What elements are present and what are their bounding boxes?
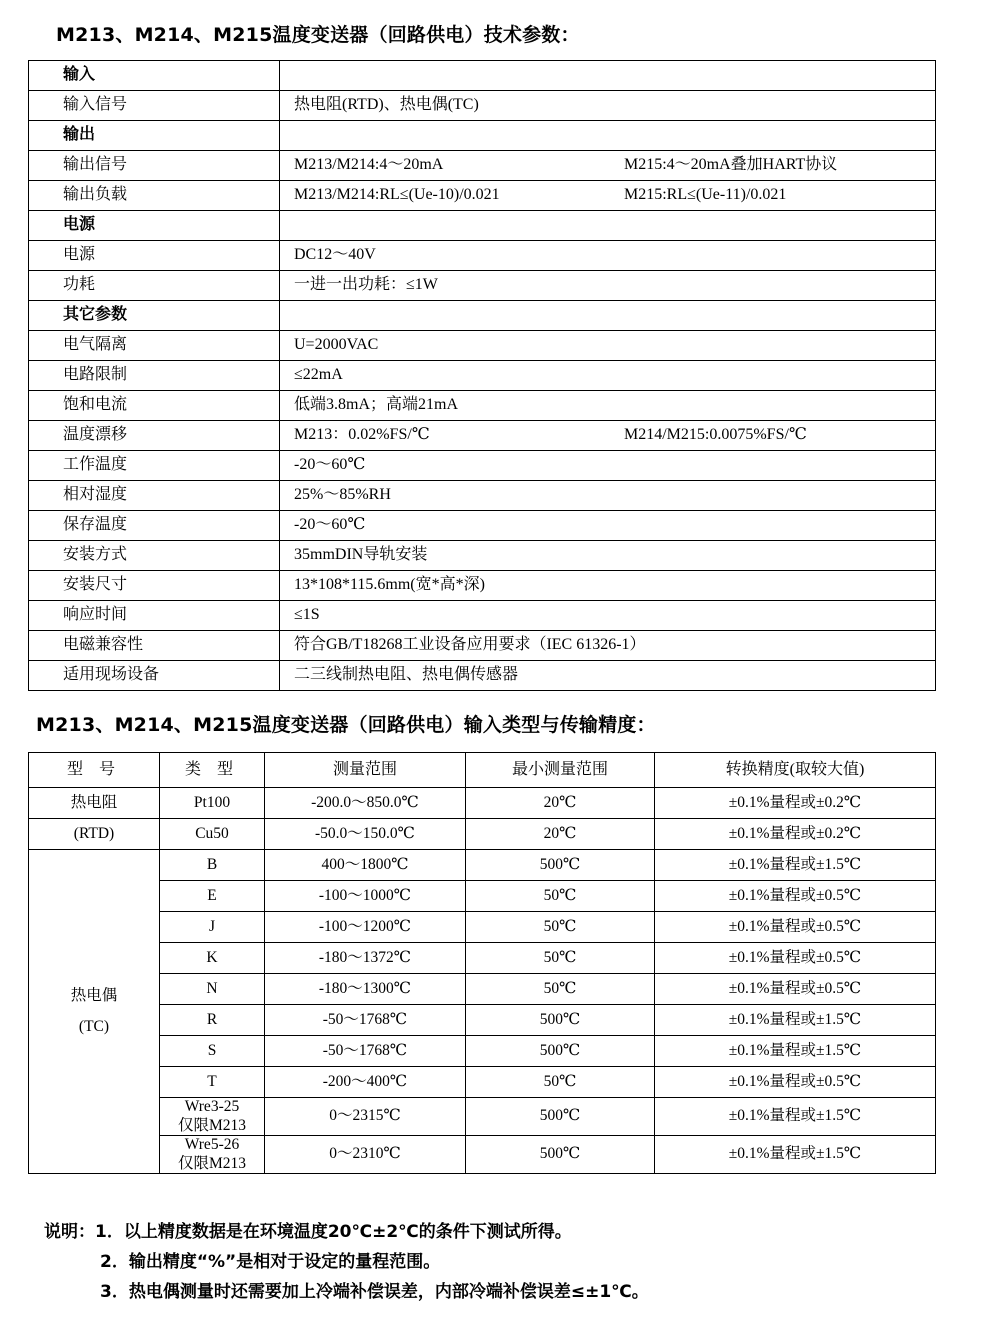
measure-range: -180～1300℃ <box>265 974 466 1005</box>
spec-label: 适用现场设备 <box>29 661 280 691</box>
spec-label: 电气隔离 <box>29 331 280 361</box>
table-row <box>29 421 936 451</box>
table-row <box>29 1036 936 1067</box>
table-row <box>29 1005 936 1036</box>
measure-range: 0～2315℃ <box>265 1098 466 1136</box>
spec-value: 35mmDIN导轨安装 <box>280 541 936 571</box>
column-header-model: 型 号 <box>29 753 160 788</box>
spec-section-title: M213、M214、M215温度变送器（回路供电）技术参数： <box>56 24 580 46</box>
spec-label: 安装尺寸 <box>29 571 280 601</box>
spec-label: 保存温度 <box>29 511 280 541</box>
column-header-accuracy: 转换精度(取较大值) <box>655 753 936 788</box>
spec-value: ≤22mA <box>280 361 936 391</box>
sensor-type: Pt100 <box>160 788 265 819</box>
table-row <box>29 1136 936 1174</box>
column-header-type: 类 型 <box>160 753 265 788</box>
spec-label: 电源 <box>29 211 280 241</box>
min-range: 50℃ <box>466 912 655 943</box>
group-label-rtd-line1: 热电阻 <box>29 788 160 819</box>
table-row <box>29 511 936 541</box>
input-section-title: M213、M214、M215温度变送器（回路供电）输入类型与传输精度： <box>36 714 656 736</box>
note-line-1: 说明：1．以上精度数据是在环境温度20℃±2℃的条件下测试所得。 <box>44 1222 572 1242</box>
spec-label: 相对湿度 <box>29 481 280 511</box>
spec-value-secondary: M214/M215:0.0075%FS/℃ <box>624 426 807 444</box>
measure-range: -50～1768℃ <box>265 1036 466 1067</box>
sensor-type: Cu50 <box>160 819 265 850</box>
sensor-type: E <box>160 881 265 912</box>
spec-value-secondary: M215:RL≤(Ue-11)/0.021 <box>624 186 787 204</box>
spec-label: 温度漂移 <box>29 421 280 451</box>
sensor-type: R <box>160 1005 265 1036</box>
spec-value <box>280 61 936 91</box>
spec-label: 输入 <box>29 61 280 91</box>
min-range: 500℃ <box>466 1036 655 1067</box>
column-header-range: 测量范围 <box>265 753 466 788</box>
spec-value <box>280 121 936 151</box>
specifications-table <box>28 60 936 691</box>
spec-value: 二三线制热电阻、热电偶传感器 <box>280 661 936 691</box>
measure-range: -50～1768℃ <box>265 1005 466 1036</box>
spec-label: 电磁兼容性 <box>29 631 280 661</box>
spec-value <box>280 151 936 181</box>
min-range: 50℃ <box>466 943 655 974</box>
note-line-3: 3．热电偶测量时还需要加上冷端补偿误差，内部冷端补偿误差≤±1℃。 <box>100 1281 649 1302</box>
input-types-table <box>28 752 936 1174</box>
measure-range: -100～1000℃ <box>265 881 466 912</box>
spec-value: 热电阻(RTD)、热电偶(TC) <box>280 91 936 121</box>
group-label-tc-line1: 热电偶 <box>70 986 118 1004</box>
min-range: 50℃ <box>466 881 655 912</box>
spec-label: 输出 <box>29 121 280 151</box>
accuracy: ±0.1%量程或±1.5℃ <box>655 1036 936 1067</box>
table-row <box>29 1067 936 1098</box>
table-row <box>29 819 936 850</box>
spec-label: 功耗 <box>29 271 280 301</box>
min-range: 500℃ <box>466 1136 655 1174</box>
accuracy: ±0.1%量程或±0.2℃ <box>655 819 936 850</box>
column-header-min-range: 最小测量范围 <box>466 753 655 788</box>
min-range: 500℃ <box>466 1005 655 1036</box>
spec-label: 电源 <box>29 241 280 271</box>
min-range: 20℃ <box>466 819 655 850</box>
group-label-rtd-line2: (RTD) <box>29 819 160 850</box>
spec-label: 安装方式 <box>29 541 280 571</box>
table-row <box>29 943 936 974</box>
accuracy: ±0.1%量程或±0.5℃ <box>655 881 936 912</box>
notes-block <box>44 1218 954 1307</box>
spec-value: DC12～40V <box>280 241 936 271</box>
table-row <box>29 912 936 943</box>
accuracy: ±0.1%量程或±1.5℃ <box>655 1136 936 1174</box>
sensor-type-name: Wre5-26 <box>184 1136 240 1154</box>
spec-value: U=2000VAC <box>280 331 936 361</box>
spec-value: 符合GB/T18268工业设备应用要求（IEC 61326-1） <box>280 631 936 661</box>
table-row <box>29 151 936 181</box>
sensor-type: T <box>160 1067 265 1098</box>
sensor-type: J <box>160 912 265 943</box>
spec-value <box>280 181 936 211</box>
sensor-type <box>160 1098 265 1136</box>
sensor-type-name: Wre3-25 <box>184 1098 240 1115</box>
measure-range: 400～1800℃ <box>265 850 466 881</box>
table-row <box>29 601 936 631</box>
spec-value <box>280 421 936 451</box>
table-row <box>29 850 936 881</box>
min-range: 500℃ <box>466 850 655 881</box>
spec-value: ≤1S <box>280 601 936 631</box>
table-row <box>29 541 936 571</box>
table-row <box>29 91 936 121</box>
table-row <box>29 451 936 481</box>
table-row <box>29 571 936 601</box>
spec-label: 输入信号 <box>29 91 280 121</box>
sensor-type-note: 仅限M213 <box>177 1154 247 1172</box>
accuracy: ±0.1%量程或±1.5℃ <box>655 1098 936 1136</box>
sensor-type: S <box>160 1036 265 1067</box>
spec-label: 响应时间 <box>29 601 280 631</box>
note-line-2: 2．输出精度“%”是相对于设定的量程范围。 <box>100 1251 441 1272</box>
table-row <box>29 391 936 421</box>
accuracy: ±0.1%量程或±0.5℃ <box>655 943 936 974</box>
table-row <box>29 361 936 391</box>
accuracy: ±0.1%量程或±1.5℃ <box>655 850 936 881</box>
group-label-tc-line2: (TC) <box>78 1017 110 1035</box>
accuracy: ±0.1%量程或±0.5℃ <box>655 1067 936 1098</box>
table-row <box>29 121 936 151</box>
spec-value: 低端3.8mA；高端21mA <box>280 391 936 421</box>
accuracy: ±0.1%量程或±0.2℃ <box>655 788 936 819</box>
spec-value-primary: M213/M214:4～20mA <box>294 156 444 174</box>
table-row <box>29 974 936 1005</box>
min-range: 50℃ <box>466 974 655 1005</box>
table-row <box>29 481 936 511</box>
sensor-type <box>160 1136 265 1174</box>
group-label-tc <box>29 850 160 1174</box>
spec-value: -20～60℃ <box>280 451 936 481</box>
measure-range: -200.0～850.0℃ <box>265 788 466 819</box>
accuracy: ±0.1%量程或±0.5℃ <box>655 912 936 943</box>
table-row <box>29 631 936 661</box>
accuracy: ±0.1%量程或±0.5℃ <box>655 974 936 1005</box>
spec-label: 其它参数 <box>29 301 280 331</box>
min-range: 500℃ <box>466 1098 655 1136</box>
table-row <box>29 331 936 361</box>
table-row <box>29 241 936 271</box>
table-header-row <box>29 753 936 788</box>
table-row <box>29 661 936 691</box>
spec-label: 电路限制 <box>29 361 280 391</box>
sensor-type: N <box>160 974 265 1005</box>
accuracy: ±0.1%量程或±1.5℃ <box>655 1005 936 1036</box>
min-range: 50℃ <box>466 1067 655 1098</box>
spec-value: 25%～85%RH <box>280 481 936 511</box>
sensor-type-note: 仅限M213 <box>177 1116 247 1134</box>
table-row <box>29 61 936 91</box>
spec-value-primary: M213：0.02%FS/℃ <box>294 426 430 444</box>
measure-range: -180～1372℃ <box>265 943 466 974</box>
spec-label: 输出信号 <box>29 151 280 181</box>
spec-label: 工作温度 <box>29 451 280 481</box>
spec-label: 饱和电流 <box>29 391 280 421</box>
spec-label: 输出负载 <box>29 181 280 211</box>
measure-range: -100～1200℃ <box>265 912 466 943</box>
spec-value: -20～60℃ <box>280 511 936 541</box>
spec-value: 13*108*115.6mm(宽*高*深) <box>280 571 936 601</box>
table-row <box>29 271 936 301</box>
measure-range: -200～400℃ <box>265 1067 466 1098</box>
spec-value-secondary: M215:4～20mA叠加HART协议 <box>624 156 838 174</box>
spec-value <box>280 211 936 241</box>
spec-value-primary: M213/M214:RL≤(Ue-10)/0.021 <box>294 186 500 204</box>
min-range: 20℃ <box>466 788 655 819</box>
measure-range: -50.0～150.0℃ <box>265 819 466 850</box>
table-row <box>29 788 936 819</box>
table-row <box>29 181 936 211</box>
table-row <box>29 211 936 241</box>
measure-range: 0～2310℃ <box>265 1136 466 1174</box>
sensor-type: B <box>160 850 265 881</box>
table-row <box>29 1098 936 1136</box>
sensor-type: K <box>160 943 265 974</box>
spec-value: 一进一出功耗：≤1W <box>280 271 936 301</box>
table-row <box>29 301 936 331</box>
table-row <box>29 881 936 912</box>
spec-value <box>280 301 936 331</box>
